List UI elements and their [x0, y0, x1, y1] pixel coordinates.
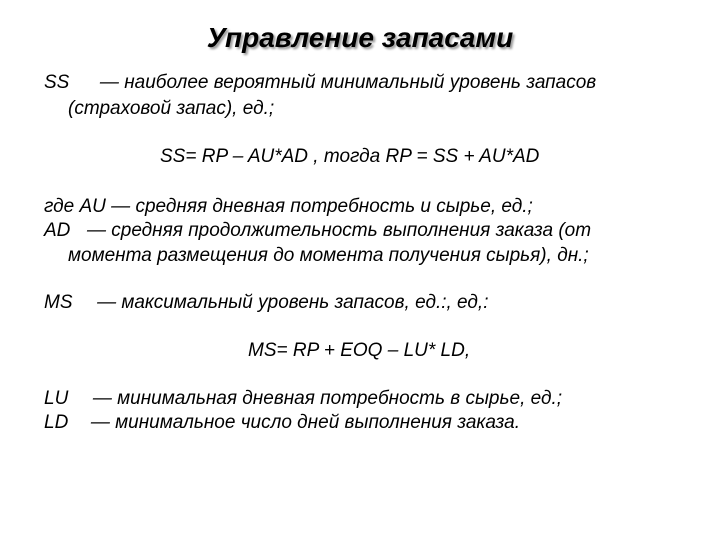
formula-max-stock: MS= RP + EOQ – LU* LD,	[248, 340, 471, 361]
slide-title: Управление запасами	[206, 22, 514, 53]
ss-definition-line-1	[44, 72, 596, 94]
formula-safety-stock: SS= RP – AU*AD , тогда RP = SS + AU*AD	[160, 146, 540, 167]
ld-abbr: LD	[44, 412, 69, 433]
ms-abbr: MS	[44, 292, 73, 313]
ad-abbr: AD	[44, 220, 71, 241]
ms-definition-text: — максимальный уровень запасов, ед.:, ед,:	[97, 292, 489, 313]
ad-definition-text: — средняя продолжительность выполнения заказа (от	[86, 220, 592, 241]
lu-abbr: LU	[44, 388, 69, 409]
ms-definition	[44, 292, 488, 314]
lu-definition	[44, 388, 562, 410]
ss-abbr: SS	[44, 72, 70, 93]
ad-definition-line-1	[44, 220, 591, 242]
ad-definition-line-2: момента размещения до момента получения сырья), дн.;	[68, 245, 589, 266]
lu-definition-text: — минимальная дневная потребность в сырье, ед.;	[92, 388, 563, 409]
ss-definition-text: — наиболее вероятный минимальный уровень запасов	[99, 72, 597, 93]
ld-definition-text: — минимальное число дней выполнения заказа.	[90, 412, 521, 433]
ss-definition-line-2: (страховой запас), ед.;	[68, 98, 275, 119]
au-definition: где AU — средняя дневная потребность и сырье, ед.;	[44, 196, 533, 217]
ld-definition	[44, 412, 520, 434]
